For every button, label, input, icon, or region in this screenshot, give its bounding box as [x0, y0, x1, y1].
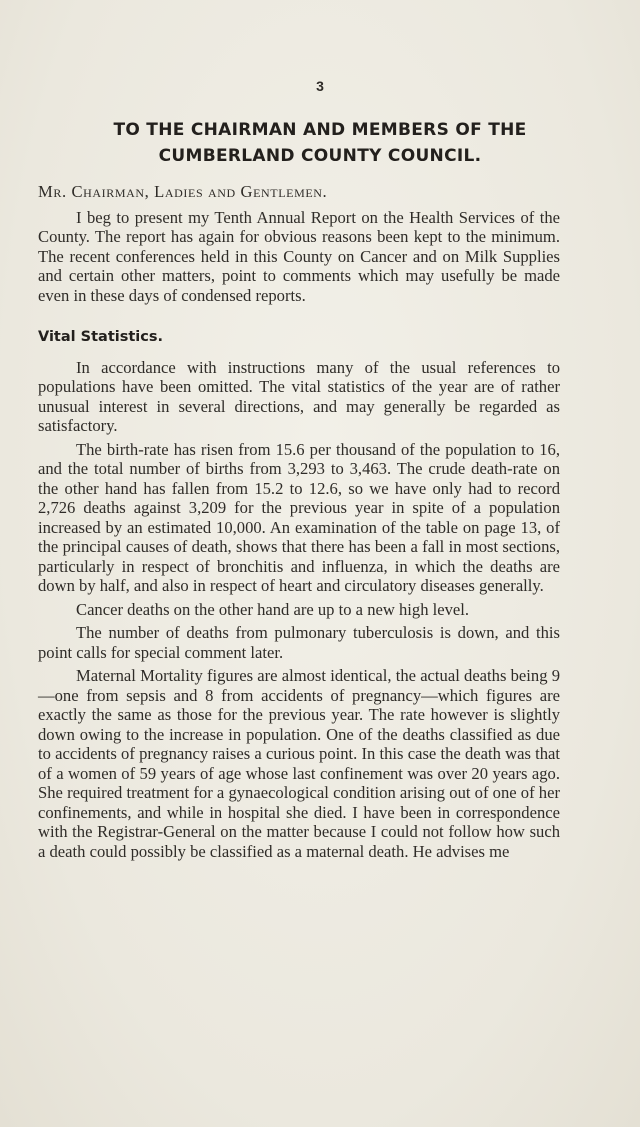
- intro-paragraph: I beg to present my Tenth Annual Report on the Health Services of the County. The report has again for obvious reasons been kept to the minimum. The recent conferences held in this County on Cancer and on Milk Supplies and certain other matters, point to comments which may usefully be made even in these days of condensed reports.: [38, 207, 560, 305]
- paragraph-birth-rate: The birth-rate has risen from 15.6 per thousand of the population to 16, and the total number of births from 3,293 to 3,463. The crude death-rate on the other hand has fallen from 15.2 to 12.6, so we have only had to record 2,726 deaths against 3,209 for the previous year in spite of a population increased by an estimated 10,000. An examination of the table on page 13, of the principal causes of death, shows that there has been a fall in most sections, particularly in respect of bronchitis and influenza, in which the deaths are down by half, and also in respect of heart and circulatory diseases generally.: [38, 439, 560, 595]
- salutation: Mr. Chairman, Ladies and Gentlemen.: [38, 182, 328, 201]
- paragraph-cancer: Cancer deaths on the other hand are up to a new high level.: [76, 599, 470, 619]
- section-heading-vital-statistics: Vital Statistics.: [38, 329, 163, 345]
- paragraph-maternal-mortality: Maternal Mortality figures are almost identical, the actual deaths being 9—one from sepsis and 8 from accidents of pregnancy—which figures are exactly the same as those for the previous year. The rate however is slightly down owing to the increase in population. One of the deaths classified as due to accidents of pregnancy raises a curious point. In this case the death was that of a women of 59 years of age whose last confinement was over 20 years ago. She required treatment for a gynaecological condition arising out of one of her confinements, and while in hospital she died. I have been in correspondence with the Registrar-General on the matter because I could not follow how such a death could possibly be classified as a maternal death. He advises me: [38, 666, 560, 861]
- report-body: [38, 182, 560, 861]
- paragraph-instructions: In accordance with instructions many of the usual references to populations have been omitted. The vital statistics of the year are of rather unusual interest in several directions, and may generally be regarded as satisfactory.: [38, 357, 560, 435]
- report-heading: [30, 117, 610, 169]
- paragraph-tuberculosis: The number of deaths from pulmonary tuberculosis is down, and this point calls for special comment later.: [38, 623, 560, 662]
- heading-line-2: CUMBERLAND COUNTY COUNCIL.: [158, 146, 482, 166]
- page-number: 3: [316, 78, 324, 94]
- heading-line-1: TO THE CHAIRMAN AND MEMBERS OF THE: [113, 120, 527, 140]
